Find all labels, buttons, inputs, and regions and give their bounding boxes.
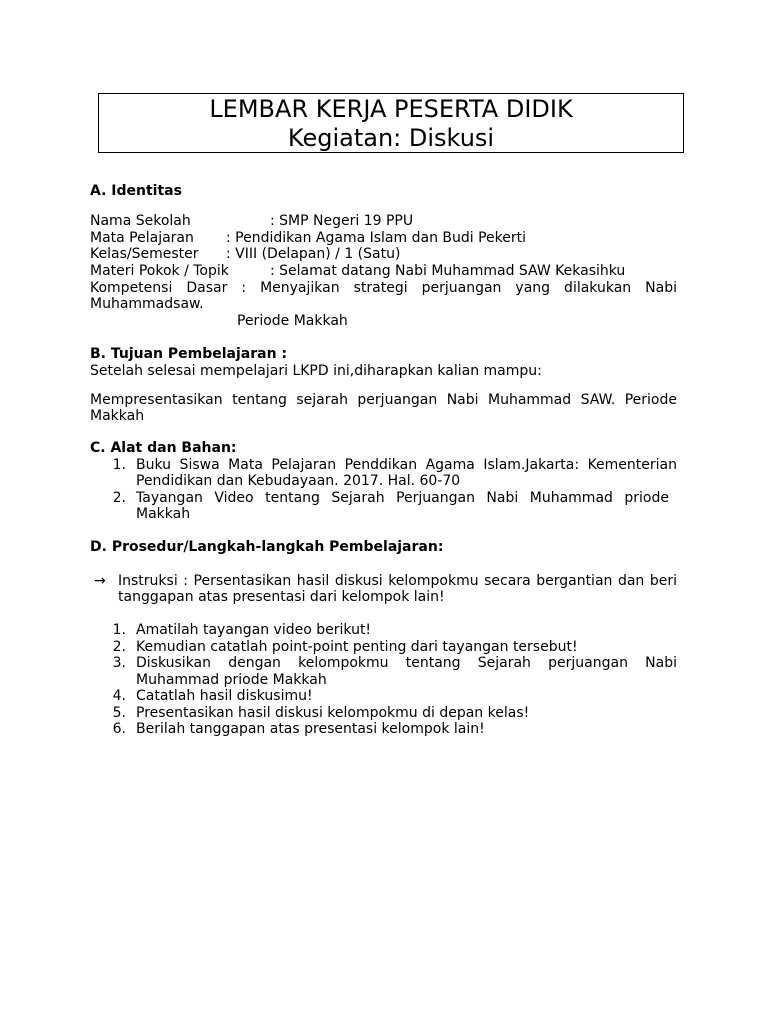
- step-3-line-1: Diskusikan dengan kelompokmu tentang Sejarah perjuangan Nabi: [136, 655, 677, 671]
- step-number: 1.: [112, 622, 126, 638]
- title-box: [98, 93, 684, 153]
- material-item-2-line-2: Makkah: [136, 506, 191, 522]
- section-a-heading: A. Identitas: [90, 183, 182, 199]
- identity-value-subject: : Pendidikan Agama Islam dan Budi Pekerti: [226, 230, 527, 246]
- material-item-2-line-1: Tayangan Video tentang Sejarah Perjuangan Nabi Muhammad priode: [136, 490, 669, 506]
- identity-value-topic: : Selamat datang Nabi Muhammad SAW Kekasihku: [270, 263, 626, 279]
- step-4: Catatlah hasil diskusimu!: [136, 688, 313, 704]
- step-6: Berilah tanggapan atas presentasi kelompok lain!: [136, 721, 485, 737]
- step-number: 3.: [112, 655, 126, 671]
- competence-line-3: Periode Makkah: [237, 313, 348, 329]
- identity-label-class: Kelas/Semester: [90, 246, 199, 262]
- step-5: Presentasikan hasil diskusi kelompokmu di depan kelas!: [136, 705, 530, 721]
- step-2: Kemudian catatlah point-point penting dari tayangan tersebut!: [136, 639, 578, 655]
- identity-label-school: Nama Sekolah: [90, 213, 191, 229]
- step-number: 2.: [112, 639, 126, 655]
- step-3-line-2: Muhammad priode Makkah: [136, 672, 327, 688]
- step-number: 5.: [112, 705, 126, 721]
- objective-intro: Setelah selesai mempelajari LKPD ini,diharapkan kalian mampu:: [90, 363, 542, 379]
- arrow-right-icon: →: [94, 573, 106, 589]
- objective-line-2: Makkah: [90, 408, 145, 424]
- step-number: 4.: [112, 688, 126, 704]
- section-c-heading: C. Alat dan Bahan:: [90, 440, 237, 456]
- step-1: Amatilah tayangan video berikut!: [136, 622, 372, 638]
- activity-subtitle: Kegiatan: Diskusi: [287, 124, 495, 152]
- identity-value-school: : SMP Negeri 19 PPU: [270, 213, 414, 229]
- instruction-line-2: tanggapan atas presentasi dari kelompok lain!: [118, 589, 445, 605]
- section-d-heading: D. Prosedur/Langkah-langkah Pembelajaran:: [90, 539, 444, 555]
- material-number: 1.: [112, 457, 126, 473]
- material-item-1-line-2: Pendidikan dan Kebudayaan. 2017. Hal. 60-70: [136, 473, 461, 489]
- instruction-line-1: Instruksi : Persentasikan hasil diskusi kelompokmu secara bergantian dan beri: [118, 573, 677, 589]
- competence-line-1: Kompetensi Dasar : Menyajikan strategi perjuangan yang dilakukan Nabi: [90, 280, 677, 296]
- identity-value-class: : VIII (Delapan) / 1 (Satu): [226, 246, 401, 262]
- identity-label-subject: Mata Pelajaran: [90, 230, 194, 246]
- identity-label-topic: Materi Pokok / Topik: [90, 263, 229, 279]
- objective-line-1: Mempresentasikan tentang sejarah perjuangan Nabi Muhammad SAW. Periode: [90, 392, 677, 408]
- material-number: 2.: [112, 490, 126, 506]
- competence-line-2: Muhammadsaw.: [90, 296, 204, 312]
- worksheet-title: LEMBAR KERJA PESERTA DIDIK: [209, 95, 573, 123]
- step-number: 6.: [112, 721, 126, 737]
- material-item-1-line-1: Buku Siswa Mata Pelajaran Penddikan Agama Islam.Jakarta: Kementerian: [136, 457, 677, 473]
- section-b-heading: B. Tujuan Pembelajaran :: [90, 346, 288, 362]
